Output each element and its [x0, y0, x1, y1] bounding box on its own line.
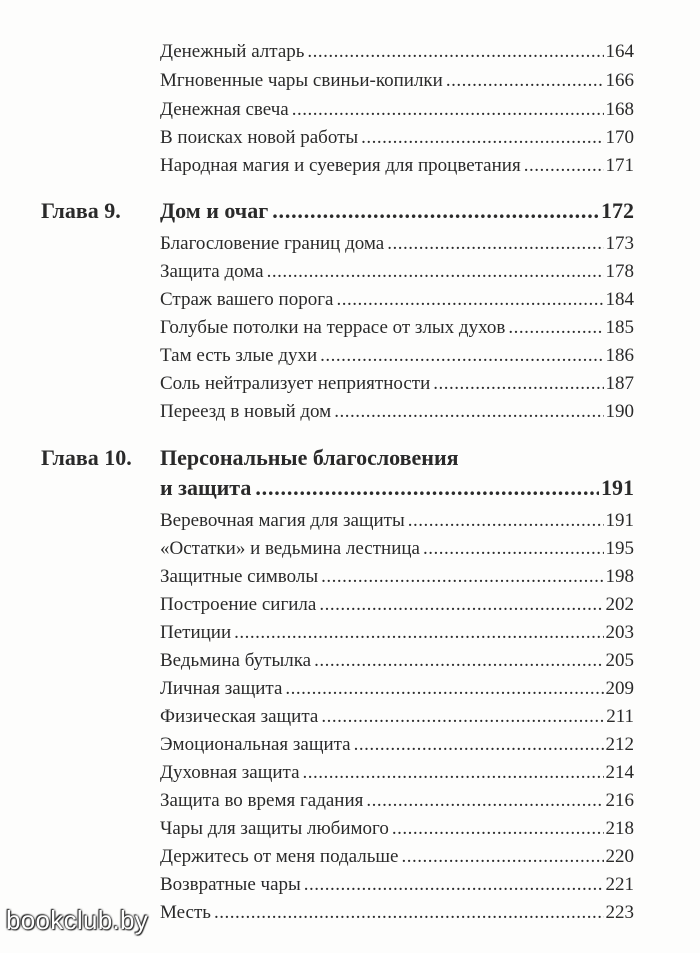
toc-leader: [314, 650, 603, 672]
toc-leader: [387, 233, 603, 255]
toc-entry-title: Денежная свеча: [160, 99, 289, 120]
toc-entry: [160, 622, 634, 644]
toc-entry-page: 198: [605, 566, 634, 587]
toc-leader: [366, 790, 603, 812]
toc-entry: [160, 317, 634, 339]
toc-entry-title: Благословение границ дома: [160, 233, 385, 254]
toc-leader: [234, 622, 603, 644]
toc-entry: [160, 261, 634, 283]
toc-entry-title: В поисках новой работы: [160, 127, 359, 148]
toc-entry-page: 216: [605, 790, 634, 811]
toc-entry-title: Веревочная магия для защиты: [160, 510, 405, 531]
toc-entry-title: Возвратные чары: [160, 874, 301, 895]
toc-entry-title: Эмоциональная защита: [160, 734, 351, 755]
toc-leader: [508, 317, 603, 339]
chapter-label: Глава 9.: [41, 198, 121, 223]
toc-leader: [433, 373, 603, 395]
toc-leader: [320, 345, 603, 367]
toc-entry-title: Чары для защиты любимого: [160, 818, 389, 839]
toc-entry-page: 173: [605, 233, 634, 254]
toc-entry: [160, 401, 634, 423]
toc-entry-title: Построение сигила: [160, 594, 317, 615]
toc-entry-page: 218: [605, 818, 634, 839]
toc-entry-page: 185: [605, 317, 634, 338]
toc-leader: [321, 706, 604, 728]
chapter-title-line2: и защита: [160, 475, 252, 500]
toc-entry-title: Там есть злые духи: [160, 345, 318, 366]
toc-entry-page: 164: [605, 41, 634, 62]
toc-leader: [336, 289, 603, 311]
toc-entry-title: Физическая защита: [160, 706, 319, 727]
toc-entry-page: 168: [605, 99, 634, 120]
toc-leader: [446, 70, 604, 92]
toc-entry-page: 202: [605, 594, 634, 615]
toc-entry-page: 190: [605, 401, 634, 422]
toc-entry-title: Петиции: [160, 622, 232, 643]
toc-entry: [160, 650, 634, 672]
toc-entry: [160, 734, 634, 756]
toc-entry: [160, 510, 634, 532]
toc-entry-title: Мгновенные чары свиньи-копилки: [160, 70, 443, 91]
toc-leader: [307, 41, 603, 63]
toc-leader: [361, 127, 603, 149]
toc-entry-page: 171: [605, 155, 634, 176]
toc-entry-title: Духовная защита: [160, 762, 300, 783]
toc-leader: [392, 818, 604, 840]
toc-leader: [267, 261, 604, 283]
toc-entry-title: Личная защита: [160, 678, 283, 699]
toc-leader: [292, 99, 604, 121]
toc-entry-page: 184: [605, 289, 634, 310]
toc-entry-title: Защита дома: [160, 261, 264, 282]
toc-entry: [160, 345, 634, 367]
toc-leader: [524, 155, 604, 177]
toc-entry-title: Народная магия и суеверия для процветания: [160, 155, 521, 176]
toc-entry: [160, 373, 634, 395]
toc-entry-title: Переезд в новый дом: [160, 401, 332, 422]
toc-entry-page: 186: [605, 345, 634, 366]
toc-leader: [304, 874, 604, 896]
toc-entry: [160, 790, 634, 812]
toc-entry: [160, 127, 634, 149]
toc-entry-title: Защитные символы: [160, 566, 319, 587]
chapter-title: Дом и очаг: [160, 198, 269, 223]
toc-entry-title: Соль нейтрализует неприятности: [160, 373, 431, 394]
toc-entry-page: 221: [605, 874, 634, 895]
toc-leader: [214, 902, 604, 924]
chapter-heading: [160, 198, 634, 224]
toc-entry-title: «Остатки» и ведьмина лестница: [160, 538, 420, 559]
toc-entry-page: 211: [606, 706, 634, 727]
toc-entry-title: Голубые потолки на террасе от злых духов: [160, 317, 506, 338]
toc-entry-page: 223: [605, 902, 634, 923]
chapter-heading: [160, 475, 634, 501]
toc-entry: [160, 818, 634, 840]
toc-leader: [272, 198, 599, 224]
toc-entry: [160, 155, 634, 177]
toc-leader: [285, 678, 603, 700]
toc-leader: [334, 401, 603, 423]
toc-entry-title: Держитесь от меня подальше: [160, 846, 399, 867]
toc-entry: [160, 99, 634, 121]
toc-leader: [303, 762, 604, 784]
toc-entry-page: 170: [605, 127, 634, 148]
toc-leader: [319, 594, 603, 616]
chapter-label: Глава 10.: [41, 445, 132, 470]
toc-leader: [402, 846, 604, 868]
toc-entry-page: 220: [605, 846, 634, 867]
chapter-page: 172: [601, 198, 634, 223]
toc-entry-page: 214: [605, 762, 634, 783]
toc-entry: [160, 233, 634, 255]
toc-entry-page: 195: [605, 538, 634, 559]
toc-entry: [160, 762, 634, 784]
toc-entry: [160, 289, 634, 311]
toc-entry: [160, 566, 634, 588]
toc-entry: [160, 706, 634, 728]
toc-entry: [160, 846, 634, 868]
toc-leader: [408, 510, 604, 532]
toc-leader: [354, 734, 604, 756]
toc-entry-title: Страж вашего порога: [160, 289, 334, 310]
toc-entry-page: 191: [605, 510, 634, 531]
toc-entry-page: 187: [605, 373, 634, 394]
toc-entry-page: 166: [605, 70, 634, 91]
toc-entry: [160, 538, 634, 560]
toc-entry: [160, 41, 634, 63]
toc-entry: [160, 594, 634, 616]
toc-entry: [160, 874, 634, 896]
toc-entry-title: Месть: [160, 902, 211, 923]
toc-leader: [321, 566, 603, 588]
toc-entry-page: 212: [605, 734, 634, 755]
toc-entry: [160, 678, 634, 700]
toc-leader: [423, 538, 604, 560]
toc-entry: [160, 70, 634, 92]
watermark: bookclub.by: [6, 905, 149, 935]
toc-entry-page: 178: [605, 261, 634, 282]
toc-entry-page: 203: [605, 622, 634, 643]
toc-leader: [255, 475, 599, 501]
toc-entry-page: 205: [605, 650, 634, 671]
chapter-page: 191: [601, 475, 634, 500]
toc-entry-title: Защита во время гадания: [160, 790, 364, 811]
chapter-title-line1: Персональные благословения: [160, 445, 459, 470]
toc-entry-title: Денежный алтарь: [160, 41, 305, 62]
toc-entry-page: 209: [605, 678, 634, 699]
toc-entry-title: Ведьмина бутылка: [160, 650, 312, 671]
toc-entry: [160, 902, 634, 924]
